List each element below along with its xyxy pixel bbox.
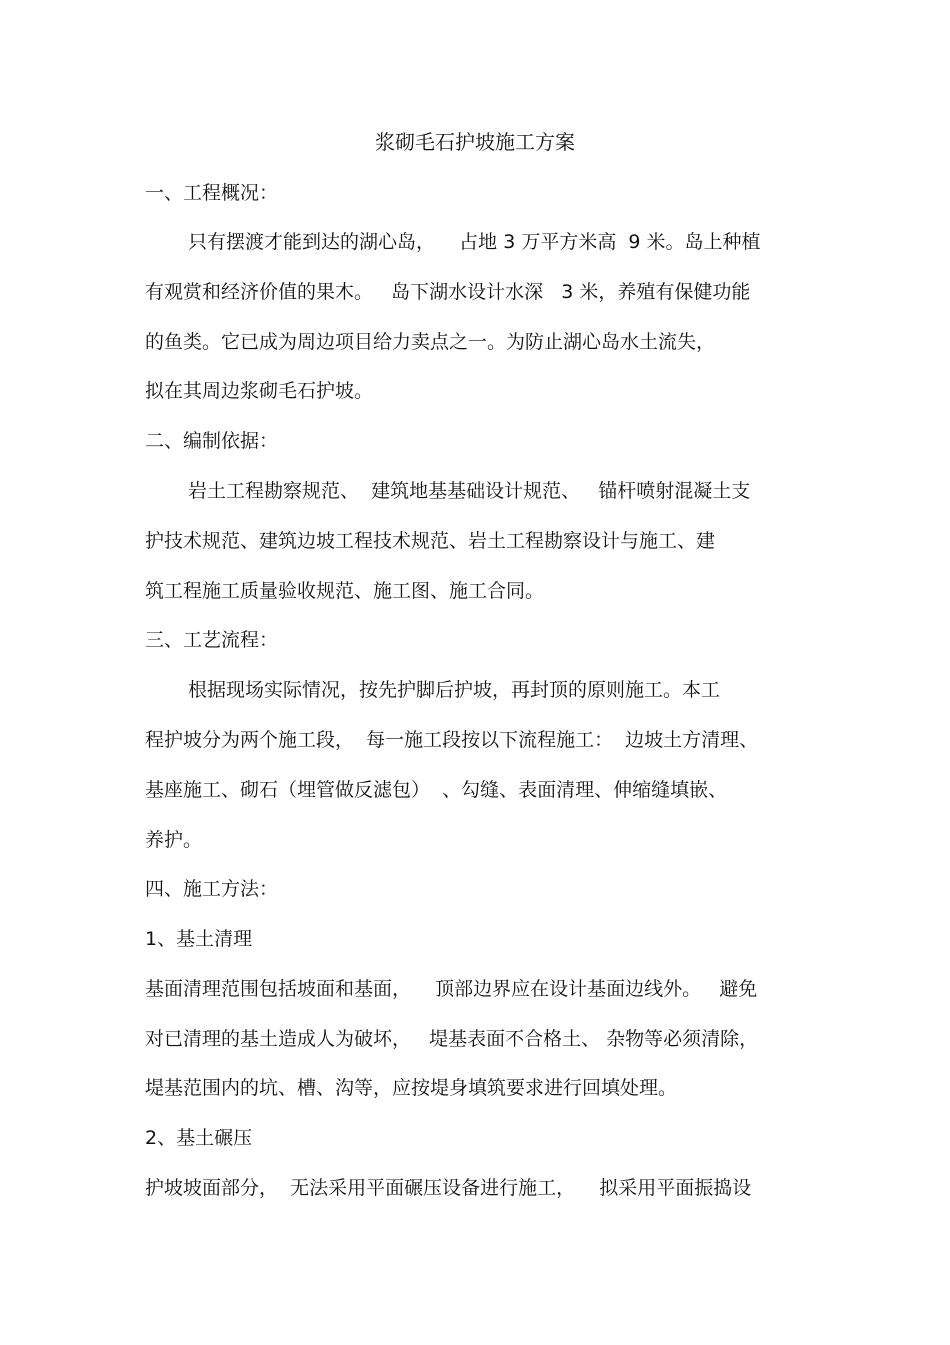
paragraph-line: 基面清理范围包括坡面和基面， 顶部边界应在设计基面边线外。 避免 <box>145 978 758 1000</box>
paragraph-line: 护坡坡面部分， 无法采用平面碾压设备进行施工， 拟采用平面振捣设 <box>145 1177 752 1199</box>
paragraph-line: 的鱼类。它已成为周边项目给力卖点之一。为防止湖心岛水土流失， <box>145 331 716 353</box>
section-heading: 一、工程概况： <box>145 182 279 204</box>
paragraph-line: 拟在其周边浆砌毛石护坡。 <box>145 380 374 402</box>
subsection-heading: 1、基土清理 <box>145 928 253 950</box>
paragraph-line: 有观赏和经济价值的果木。 岛下湖水设计水深 3 米，养殖有保健功能 <box>145 281 751 303</box>
paragraph-line: 护技术规范、建筑边坡工程技术规范、岩土工程勘察设计与施工、建 <box>145 530 716 552</box>
paragraph-line: 养护。 <box>145 829 203 851</box>
section-heading: 二、编制依据： <box>145 430 279 452</box>
paragraph-line: 岩土工程勘察规范、 建筑地基基础设计规范、 锚杆喷射混凝土支 <box>188 480 751 502</box>
paragraph-line: 堤基范围内的坑、槽、沟等，应按堤身填筑要求进行回填处理。 <box>145 1077 678 1099</box>
subsection-heading: 2、基土碾压 <box>145 1127 253 1149</box>
paragraph-line: 程护坡分为两个施工段， 每一施工段按以下流程施工： 边坡土方清理、 <box>145 729 759 751</box>
paragraph-line: 根据现场实际情况，按先护脚后护坡，再封顶的原则施工。本工 <box>188 679 721 701</box>
paragraph-line: 只有摆渡才能到达的湖心岛， 占地 3 万平方米高 9 米。岛上种植 <box>188 231 761 253</box>
section-heading: 四、施工方法： <box>145 878 279 900</box>
paragraph-line: 基座施工、砌石（埋管做反滤包） 、勾缝、表面清理、伸缩缝填嵌、 <box>145 779 728 801</box>
section-heading: 三、工艺流程： <box>145 629 279 651</box>
document-title: 浆砌毛石护坡施工方案 <box>375 130 575 154</box>
paragraph-line: 筑工程施工质量验收规范、施工图、施工合同。 <box>145 580 545 602</box>
paragraph-line: 对已清理的基土造成人为破坏， 堤基表面不合格土、 杂物等必须清除， <box>145 1028 759 1050</box>
